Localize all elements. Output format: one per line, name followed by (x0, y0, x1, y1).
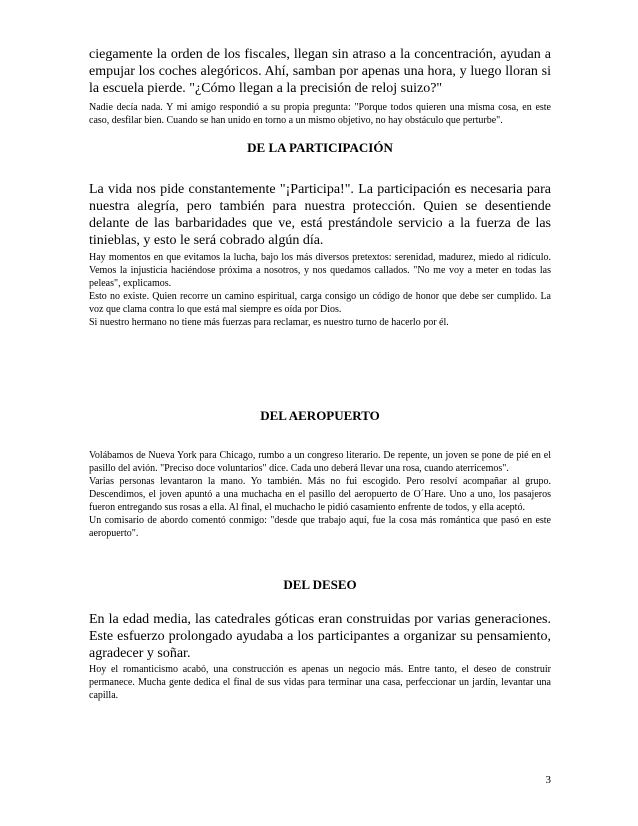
participacion-small-paragraphs (89, 251, 551, 329)
deseo-paragraph (89, 611, 551, 662)
aeropuerto-small-text-1: Volábamos de Nueva York para Chicago, rumbo a un congreso literario. De repente, un joven se pone de pié en el pasillo del avión. "Preciso doce voluntarios" dice. Cada uno deberá llevar una rosa, cuando aterricemos". (89, 450, 551, 474)
participacion-paragraph (89, 181, 551, 249)
intro-paragraph (89, 46, 551, 97)
intro-small-paragraph (89, 101, 551, 127)
intro-small-text: Nadie decía nada. Y mi amigo respondió a su propia pregunta: "Porque todos quieren una misma cosa, en este caso, desfilar bien. Cuando se han unido en torno a un mismo objetivo, no hay obstáculo que perturbe". (89, 102, 551, 126)
intro-big-text: ciegamente la orden de los fiscales, llegan sin atraso a la concentración, ayudan a empujar los coches alegóricos. Ahí, samban por apenas una hora, y luego lloran si la escuela pierde. "¿Cómo llegan a la precisión de reloj suizo?" (89, 47, 551, 96)
aeropuerto-small-text-2: Varias personas levantaron la mano. Yo también. Más no fui escogido. Pero resolví acompañar al grupo. Descendimos, el joven apuntó a una muchacha en el pasillo del aeropuerto de O´Hare. Uno a uno, los pasajeros fueron entregando sus rosas a ella. Al final, el muchacho le pidió casamiento enfrente de todos, y ella aceptó. (89, 476, 551, 513)
deseo-small-paragraphs (89, 663, 551, 702)
deseo-big-text: En la edad media, las catedrales góticas eran construidas por varias generaciones. Este esfuerzo prolongado ayudaba a los participantes a organizar su pensamiento, agradecer y soñar. (89, 612, 551, 661)
participacion-big-text: La vida nos pide constantemente "¡Participa!". La participación es necesaria para nuestra alegría, pero también para nuestra protección. Quien se desentiende delante de las barbaridades que ve, está prestándole servicio a la fuerza de las tinieblas, y esto le será cobrado algún día. (89, 182, 551, 248)
participacion-small-text-3: Si nuestro hermano no tiene más fuerzas para reclamar, es nuestro turno de hacerlo por él. (89, 317, 449, 328)
section-heading-deseo: DEL DESEO (283, 577, 357, 592)
section-heading-participacion: DE LA PARTICIPACIÓN (247, 140, 393, 155)
aeropuerto-small-paragraphs (89, 449, 551, 540)
deseo-small-text-1: Hoy el romanticismo acabó, una construcción es apenas un negocio más. Entre tanto, el deseo de construir permanece. Mucha gente dedica el final de sus vidas para terminar una casa, perfeccionar un jardín, levantar una capilla. (89, 664, 551, 701)
participacion-small-text-2: Esto no existe. Quien recorre un camino espiritual, carga consigo un código de honor que debe ser cumplido. La voz que clama contra lo que está mal siempre es oída por Dios. (89, 291, 551, 315)
page-number: 3 (545, 774, 551, 786)
section-heading-aeropuerto: DEL AEROPUERTO (260, 408, 380, 423)
aeropuerto-small-text-3: Un comisario de abordo comentó conmigo: "desde que trabajo aquí, fue la cosa más romántica que pasó en este aeropuerto". (89, 515, 551, 539)
participacion-small-text-1: Hay momentos en que evitamos la lucha, bajo los más diversos pretextos: serenidad, madurez, miedo al ridículo. Vemos la injusticia haciéndose próxima a nosotros, y nos quedamos callados. "No me voy a meter en todas las peleas", explicamos. (89, 252, 551, 289)
